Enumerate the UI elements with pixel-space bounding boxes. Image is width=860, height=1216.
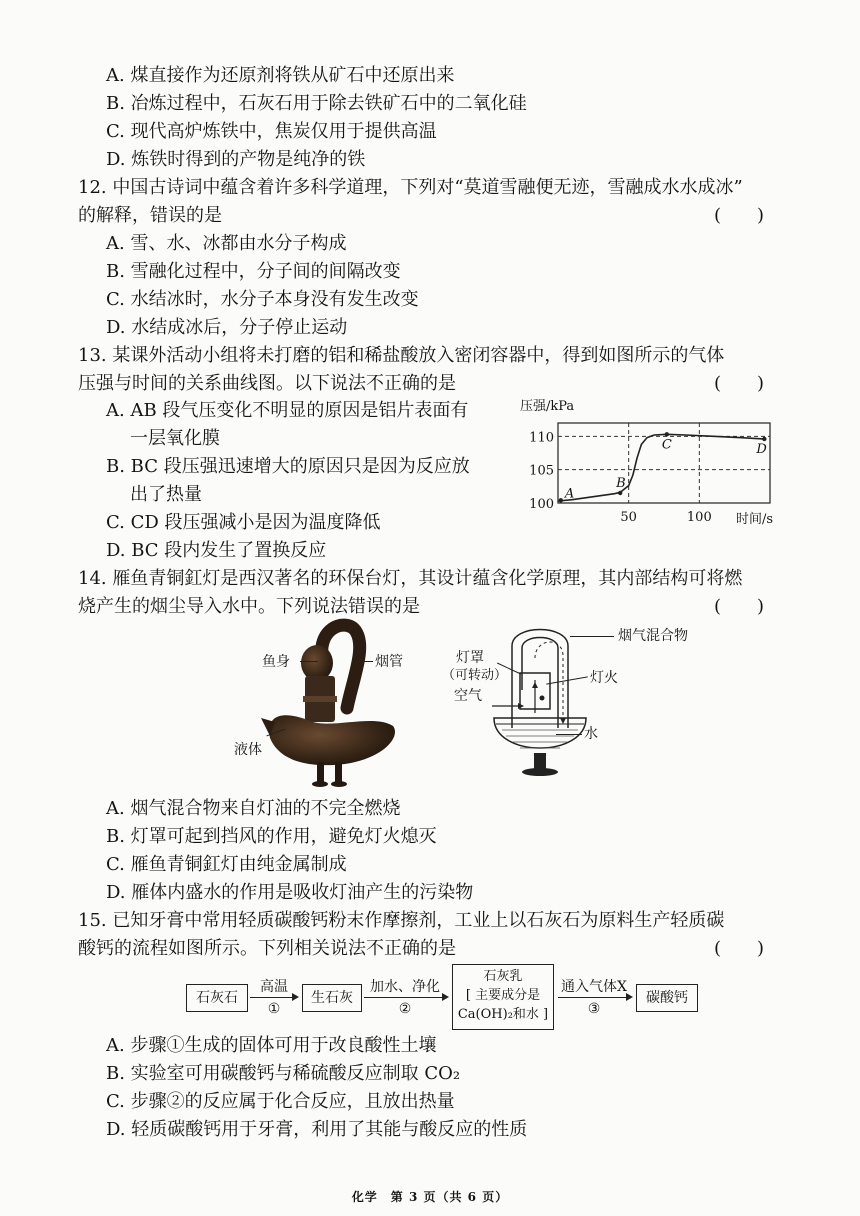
q13-answer-blank: ( ) [714, 373, 765, 394]
q15-option-c: C. 步骤②的反应属于化合反应，且放出热量 [106, 1091, 455, 1112]
lamp-leg [317, 762, 324, 782]
lamp-structure-diagram [490, 618, 610, 783]
diagram-base [522, 768, 558, 776]
chart-point-label: B [616, 476, 626, 491]
flow-box3-title: 石灰乳 [483, 969, 523, 984]
flow-box-milk-of-lime [452, 964, 554, 1030]
flow-box-quicklime: 生石灰 [302, 984, 362, 1012]
q14-option-c: C. 雁鱼青铜釭灯由纯金属制成 [106, 854, 347, 875]
q12-stem-cont: 的解释，错误的是 [78, 205, 222, 226]
chart-x-tick: 50 [620, 510, 637, 525]
q13-option-a: A. AB 段气压变化不明显的原因是铝片表面有 [106, 400, 469, 421]
flow-box3-formula: Ca(OH)₂和水 ] [457, 1007, 549, 1022]
flow-box-calcium-carbonate: 碳酸钙 [636, 984, 698, 1012]
label-smoke-mixture: 烟气混合物 [618, 628, 688, 644]
lamp-fish-head [301, 645, 333, 681]
q12-stem: 12. 中国古诗词中蕴含着许多科学道理，下列对“莫道雪融便无迹，雪融成水水成冰” [78, 177, 743, 198]
q12-option-a: A. 雪、水、冰都由水分子构成 [106, 233, 347, 254]
pressure-time-chart [518, 392, 790, 532]
label-air: 空气 [454, 688, 482, 704]
chart-point-label: D [756, 442, 767, 457]
chart-point-label: A [564, 486, 575, 502]
label-fish-body: 鱼身 [262, 654, 290, 670]
chart-y-tick: 105 [529, 463, 554, 479]
arrow-icon [442, 993, 449, 1001]
diagram-water-hatch [502, 730, 578, 748]
q12-answer-blank: ( ) [714, 205, 765, 226]
arrow-icon [532, 682, 538, 688]
flow-step1-number: ① [267, 1001, 281, 1017]
lamp-shade-band [303, 696, 337, 702]
q12-option-d: D. 水结成冰后，分子停止运动 [106, 317, 348, 338]
chart-xlabel: 时间/s [736, 512, 774, 527]
chart-ylabel: 压强/kPa [520, 399, 575, 414]
chart-point-c [665, 432, 669, 436]
arrow-icon [292, 993, 299, 1001]
lamp-foot [312, 781, 328, 787]
chart-point-b [618, 491, 622, 495]
label-lamp-shade: 灯罩 [456, 650, 484, 666]
leader-line [556, 734, 582, 735]
diagram-smoke-flow [535, 642, 563, 718]
q14-stem: 14. 雁鱼青铜釭灯是西汉著名的环保台灯，其设计蕴含化学原理，其内部结构可将燃 [78, 568, 743, 589]
q12-option-c: C. 水结冰时，水分子本身没有发生改变 [106, 289, 419, 310]
q14-option-a: A. 烟气混合物来自灯油的不完全燃烧 [106, 798, 401, 819]
bronze-lamp-photo [225, 618, 425, 790]
q13-option-b-cont: 出了热量 [130, 484, 202, 505]
q13-stem: 13. 某课外活动小组将未打磨的铝和稀盐酸放入密闭容器中，得到如图所示的气体 [78, 345, 725, 366]
q14-option-d: D. 雁体内盛水的作用是吸收灯油产生的污染物 [106, 882, 474, 903]
flow-step3-number: ③ [587, 1001, 601, 1017]
label-water: 水 [584, 726, 598, 742]
flow-box-limestone: 石灰石 [186, 984, 248, 1012]
page-footer: 化学 第 3 页（共 6 页） [351, 1190, 509, 1204]
q13-option-c: C. CD 段压强减小是因为温度降低 [106, 512, 381, 533]
lamp-foot [331, 781, 347, 787]
q13-option-b: B. BC 段压强迅速增大的原因只是因为反应放 [106, 456, 470, 477]
leader-line [355, 661, 373, 662]
label-flame: 灯火 [590, 670, 618, 686]
lamp-body [269, 715, 395, 765]
label-liquid: 液体 [234, 742, 262, 758]
q15-option-d: D. 轻质碳酸钙用于牙膏，利用了其能与酸反应的性质 [106, 1119, 528, 1140]
q15-stem: 15. 已知牙膏中常用轻质碳酸钙粉末作摩擦剂，工业上以石灰石为原料生产轻质碳 [78, 910, 725, 931]
q14-stem-cont: 烧产生的烟尘导入水中。下列说法错误的是 [78, 596, 420, 617]
q12-option-b: B. 雪融化过程中，分子间的间隔改变 [106, 261, 401, 282]
q15-option-a: A. 步骤①生成的固体可用于改良酸性土壤 [106, 1035, 437, 1056]
flow-step2-number: ② [398, 1001, 412, 1017]
label-smoke-pipe: 烟管 [375, 654, 403, 670]
flow-box3-note: [ 主要成分是 [465, 988, 541, 1003]
label-shade-rotatable: （可转动） [442, 668, 508, 683]
q13-option-d: D. BC 段内发生了置换反应 [106, 540, 327, 561]
diagram-stand [534, 753, 546, 769]
q11-option-b: B. 冶炼过程中，石灰石用于除去铁矿石中的二氧化硅 [106, 93, 527, 114]
flow-arrow-1 [250, 997, 294, 998]
q15-answer-blank: ( ) [714, 938, 765, 959]
chart-points [559, 432, 768, 502]
flow-step3-label: 通入气体X [561, 979, 627, 995]
chart-y-tick: 100 [529, 497, 554, 512]
leader-line [570, 636, 614, 637]
q13-option-a-cont: 一层氧化膜 [130, 428, 220, 449]
diagram-bowl [494, 718, 586, 748]
q11-option-a: A. 煤直接作为还原剂将铁从矿石中还原出来 [106, 65, 455, 86]
q14-option-b: B. 灯罩可起到挡风的作用，避免灯火熄灭 [106, 826, 437, 847]
chart-point-label: C [661, 437, 672, 453]
lamp-leg [335, 762, 342, 782]
q13-stem-cont: 压强与时间的关系曲线图。以下说法不正确的是 [78, 373, 456, 394]
arrow-icon [560, 718, 566, 724]
chart-point-d [762, 437, 766, 441]
chart-point-a [559, 498, 563, 502]
chart-x-tick: 100 [686, 510, 712, 525]
flow-step2-label: 加水、净化 [370, 979, 440, 995]
flow-step1-label: 高温 [260, 979, 288, 995]
q15-stem-cont: 酸钙的流程如图所示。下列相关说法不正确的是 [78, 938, 456, 959]
diagram-flame [540, 696, 545, 701]
leader-line [300, 661, 318, 662]
q14-answer-blank: ( ) [714, 596, 765, 617]
arrow-icon [518, 703, 524, 709]
chart-y-tick: 110 [529, 430, 554, 446]
arrow-icon [626, 993, 633, 1001]
q11-option-c: C. 现代高炉炼铁中，焦炭仅用于提供高温 [106, 121, 437, 142]
flow-arrow-2 [364, 997, 444, 998]
flow-arrow-3 [558, 997, 628, 998]
q15-option-b: B. 实验室可用碳酸钙与稀硫酸反应制取 CO₂ [106, 1063, 461, 1084]
q11-option-d: D. 炼铁时得到的产物是纯净的铁 [106, 149, 366, 170]
